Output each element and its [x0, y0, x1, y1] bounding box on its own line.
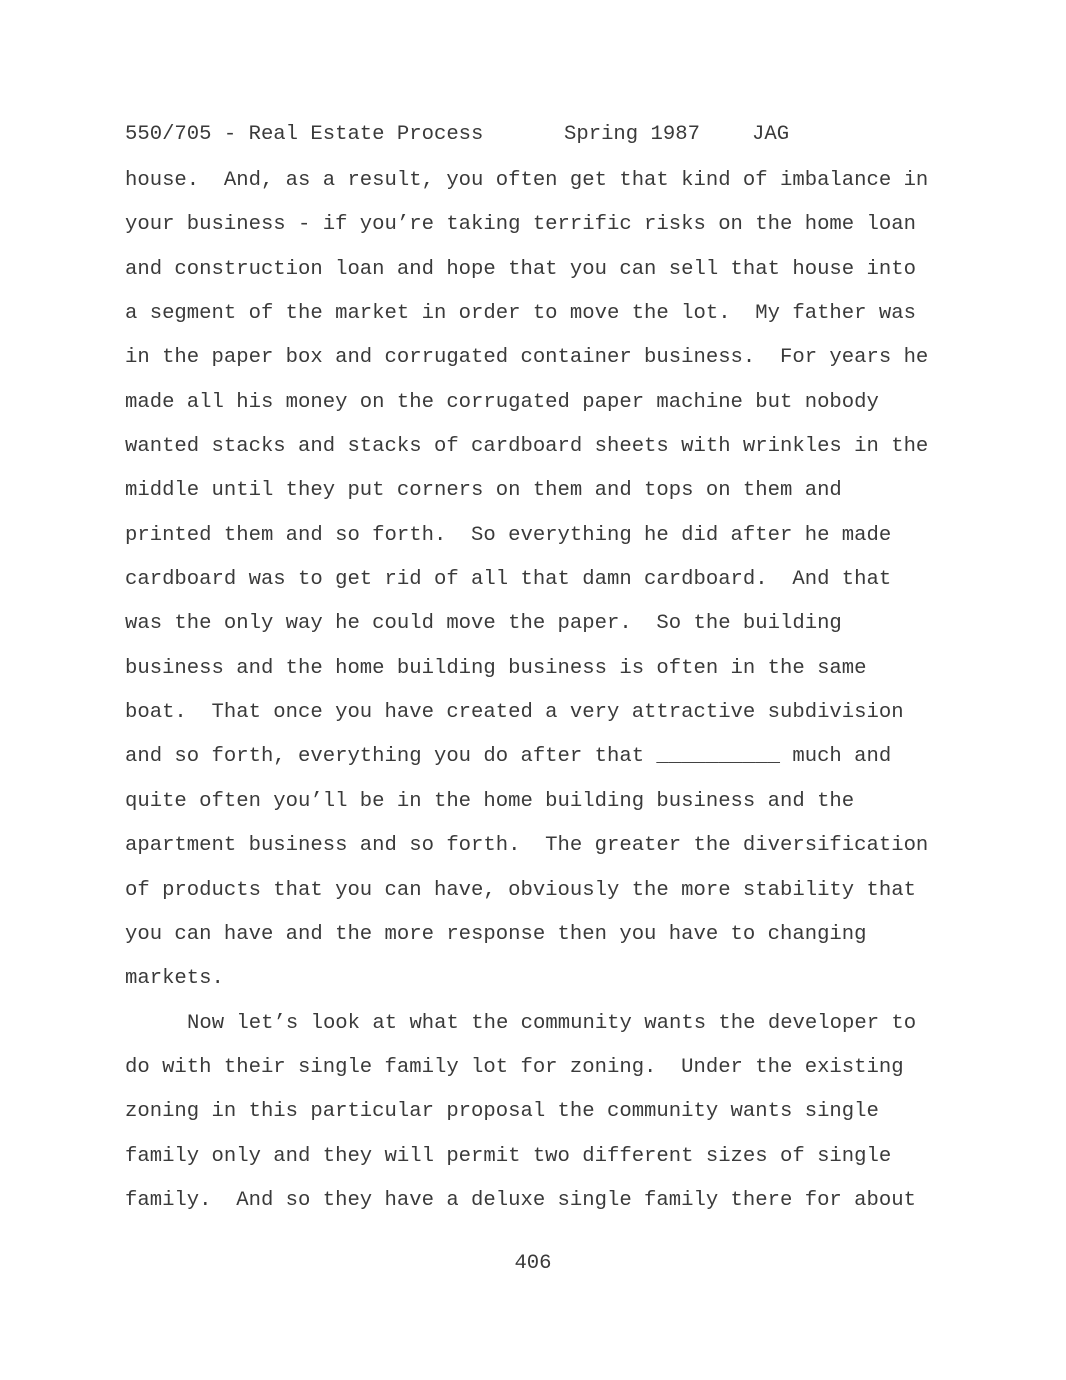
text-line: boat. That once you have created a very attractive subdivision: [125, 701, 904, 725]
text-line: you can have and the more response then you have to changing: [125, 922, 867, 946]
text-line: markets.: [125, 967, 224, 991]
text-line: family. And so they have a deluxe single family there for about: [125, 1188, 916, 1212]
text-line: quite often you’ll be in the home building business and the: [125, 789, 855, 813]
author-initials: JAG: [752, 123, 790, 146]
text-line: in the paper box and corrugated container business. For years he: [125, 346, 929, 370]
text-line: business and the home building business is often in the same: [125, 656, 867, 680]
page-number: 406: [514, 1252, 552, 1275]
text-line: and so forth, everything you do after that __________ much and: [125, 745, 892, 769]
course-term: Spring 1987: [564, 123, 700, 146]
text-line: house. And, as a result, you often get that kind of imbalance in: [125, 169, 929, 192]
page-header: [125, 123, 790, 149]
text-line: and construction loan and hope that you can sell that house into: [125, 257, 916, 281]
text-line: do with their single family lot for zoning. Under the existing: [125, 1055, 904, 1079]
text-line: middle until they put corners on them and tops on them and: [125, 479, 842, 503]
text-line: was the only way he could move the paper. So the building: [125, 612, 842, 636]
transcript-body: [125, 168, 945, 1232]
text-line: apartment business and so forth. The greater the diversification: [125, 834, 929, 858]
text-line: of products that you can have, obviously the more stability that: [125, 878, 916, 902]
text-line: your business - if you’re taking terrific risks on the home loan: [125, 213, 916, 237]
paragraph-first-line: Now let’s look at what the community wants the developer to: [187, 1011, 917, 1035]
text-line: family only and they will permit two different sizes of single: [125, 1144, 892, 1168]
text-line: a segment of the market in order to move the lot. My father was: [125, 302, 916, 326]
text-line: zoning in this particular proposal the community wants single: [125, 1100, 879, 1124]
text-line: printed them and so forth. So everything he did after he made: [125, 523, 892, 547]
text-line: cardboard was to get rid of all that damn cardboard. And that: [125, 568, 892, 592]
text-line: wanted stacks and stacks of cardboard sheets with wrinkles in the: [125, 435, 929, 459]
course-title: 550/705 - Real Estate Process: [125, 123, 484, 146]
text-line: made all his money on the corrugated paper machine but nobody: [125, 390, 879, 414]
